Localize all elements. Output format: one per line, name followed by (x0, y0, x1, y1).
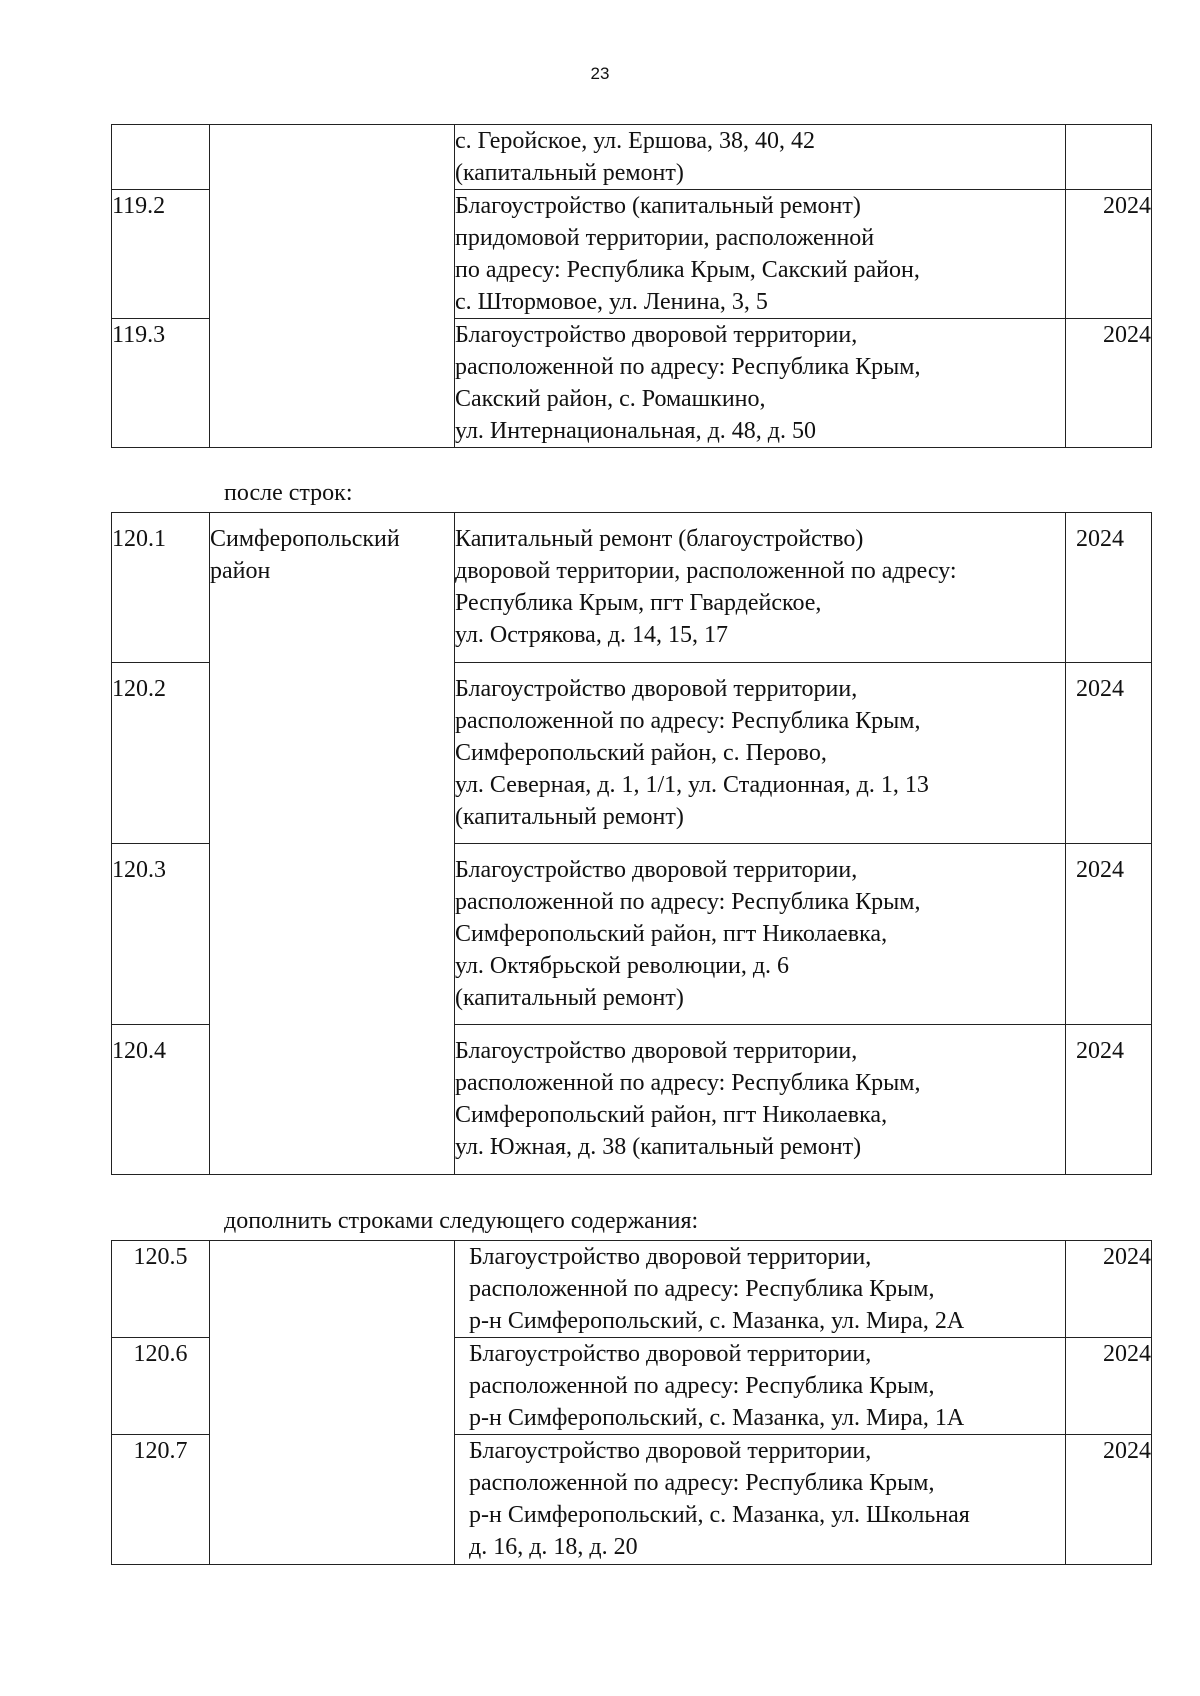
row-year: 2024 (1066, 663, 1152, 844)
desc-line: Симферопольский район, пгт Николаевка, (455, 1102, 888, 1128)
desc-line: расположенной по адресу: Республика Крым, (469, 1276, 935, 1302)
row-description (455, 1435, 1066, 1565)
desc-line: Благоустройство дворовой территории, (469, 1341, 872, 1367)
desc-line: расположенной по адресу: Республика Крым, (469, 1373, 935, 1399)
row-description (455, 1241, 1066, 1338)
row-year: 2024 (1066, 1435, 1152, 1565)
row-number: 120.5 (112, 1241, 210, 1338)
desc-line: с. Геройское, ул. Ершова, 38, 40, 42 (455, 128, 815, 154)
row-number: 119.2 (112, 190, 210, 319)
table-continuation-saki (111, 124, 1152, 448)
page-number: 23 (590, 64, 610, 83)
table-simferopol-new (111, 1240, 1152, 1565)
row-year: 2024 (1066, 319, 1152, 448)
desc-line: Республика Крым, пгт Гвардейское, (455, 590, 822, 616)
desc-line: ул. Интернациональная, д. 48, д. 50 (455, 418, 817, 444)
desc-line: Благоустройство дворовой территории, (455, 676, 858, 702)
desc-line: расположенной по адресу: Республика Крым, (469, 1470, 935, 1496)
desc-line: Благоустройство дворовой территории, (455, 322, 858, 348)
row-year: 2024 (1066, 844, 1152, 1025)
desc-line: Благоустройство дворовой территории, (455, 857, 858, 883)
row-year: 2024 (1066, 1025, 1152, 1175)
row-year: 2024 (1066, 1338, 1152, 1435)
row-description (455, 513, 1066, 663)
desc-line: ул. Острякова, д. 14, 15, 17 (455, 622, 729, 648)
desc-line: (капитальный ремонт) (455, 804, 684, 830)
row-number: 120.2 (112, 663, 210, 844)
section-intro-after-rows: после строк: (224, 480, 353, 506)
row-description (455, 1338, 1066, 1435)
desc-line: (капитальный ремонт) (455, 160, 684, 186)
desc-line: Капитальный ремонт (благоустройство) (455, 526, 864, 552)
desc-line: Сакский район, с. Ромашкино, (455, 386, 766, 412)
desc-line: р-н Симферопольский, с. Мазанка, ул. Мира, 2А (469, 1308, 965, 1334)
desc-line: дворовой территории, расположенной по адресу: (455, 558, 957, 584)
district-cell (210, 513, 455, 1175)
desc-line: Симферопольский район, пгт Николаевка, (455, 921, 888, 947)
desc-line: расположенной по адресу: Республика Крым, (455, 354, 921, 380)
row-number: 119.3 (112, 319, 210, 448)
row-year: 2024 (1066, 190, 1152, 319)
table-row (112, 125, 1152, 190)
desc-line: Благоустройство (капитальный ремонт) (455, 193, 861, 219)
desc-line: Симферопольский район, с. Перово, (455, 740, 827, 766)
table-row (112, 513, 1152, 663)
table-row (112, 1241, 1152, 1338)
desc-line: по адресу: Республика Крым, Сакский район, (455, 257, 920, 283)
row-description (455, 125, 1066, 190)
row-number: 120.1 (112, 513, 210, 663)
row-number: 120.4 (112, 1025, 210, 1175)
desc-line: расположенной по адресу: Республика Крым, (455, 889, 921, 915)
desc-line: ул. Южная, д. 38 (капитальный ремонт) (455, 1134, 862, 1160)
row-description (455, 844, 1066, 1025)
district-cell (210, 1241, 455, 1565)
row-description (455, 190, 1066, 319)
desc-line: р-н Симферопольский, с. Мазанка, ул. Мира, 1А (469, 1405, 965, 1431)
district-cell (210, 125, 455, 448)
row-number: 120.7 (112, 1435, 210, 1565)
desc-line: Благоустройство дворовой территории, (469, 1244, 872, 1270)
district-name: район (210, 558, 271, 584)
row-description (455, 319, 1066, 448)
desc-line: д. 16, д. 18, д. 20 (469, 1534, 638, 1560)
desc-line: Благоустройство дворовой территории, (455, 1038, 858, 1064)
desc-line: ул. Октябрьской революции, д. 6 (455, 953, 790, 979)
row-description (455, 663, 1066, 844)
desc-line: с. Штормовое, ул. Ленина, 3, 5 (455, 289, 768, 315)
row-number: 120.6 (112, 1338, 210, 1435)
row-description (455, 1025, 1066, 1175)
desc-line: р-н Симферопольский, с. Мазанка, ул. Школьная (469, 1502, 970, 1528)
desc-line: придомовой территории, расположенной (455, 225, 875, 251)
district-name: Симферопольский (210, 526, 400, 552)
row-number: 120.3 (112, 844, 210, 1025)
row-year: 2024 (1066, 513, 1152, 663)
desc-line: Благоустройство дворовой территории, (469, 1438, 872, 1464)
row-year: 2024 (1066, 1241, 1152, 1338)
section-intro-add-rows: дополнить строками следующего содержания: (224, 1208, 699, 1234)
desc-line: расположенной по адресу: Республика Крым, (455, 708, 921, 734)
desc-line: ул. Северная, д. 1, 1/1, ул. Стадионная, д. 1, 13 (455, 772, 929, 798)
row-year (1066, 125, 1152, 190)
row-number (112, 125, 210, 190)
desc-line: (капитальный ремонт) (455, 985, 684, 1011)
table-simferopol-existing (111, 512, 1152, 1175)
desc-line: расположенной по адресу: Республика Крым, (455, 1070, 921, 1096)
